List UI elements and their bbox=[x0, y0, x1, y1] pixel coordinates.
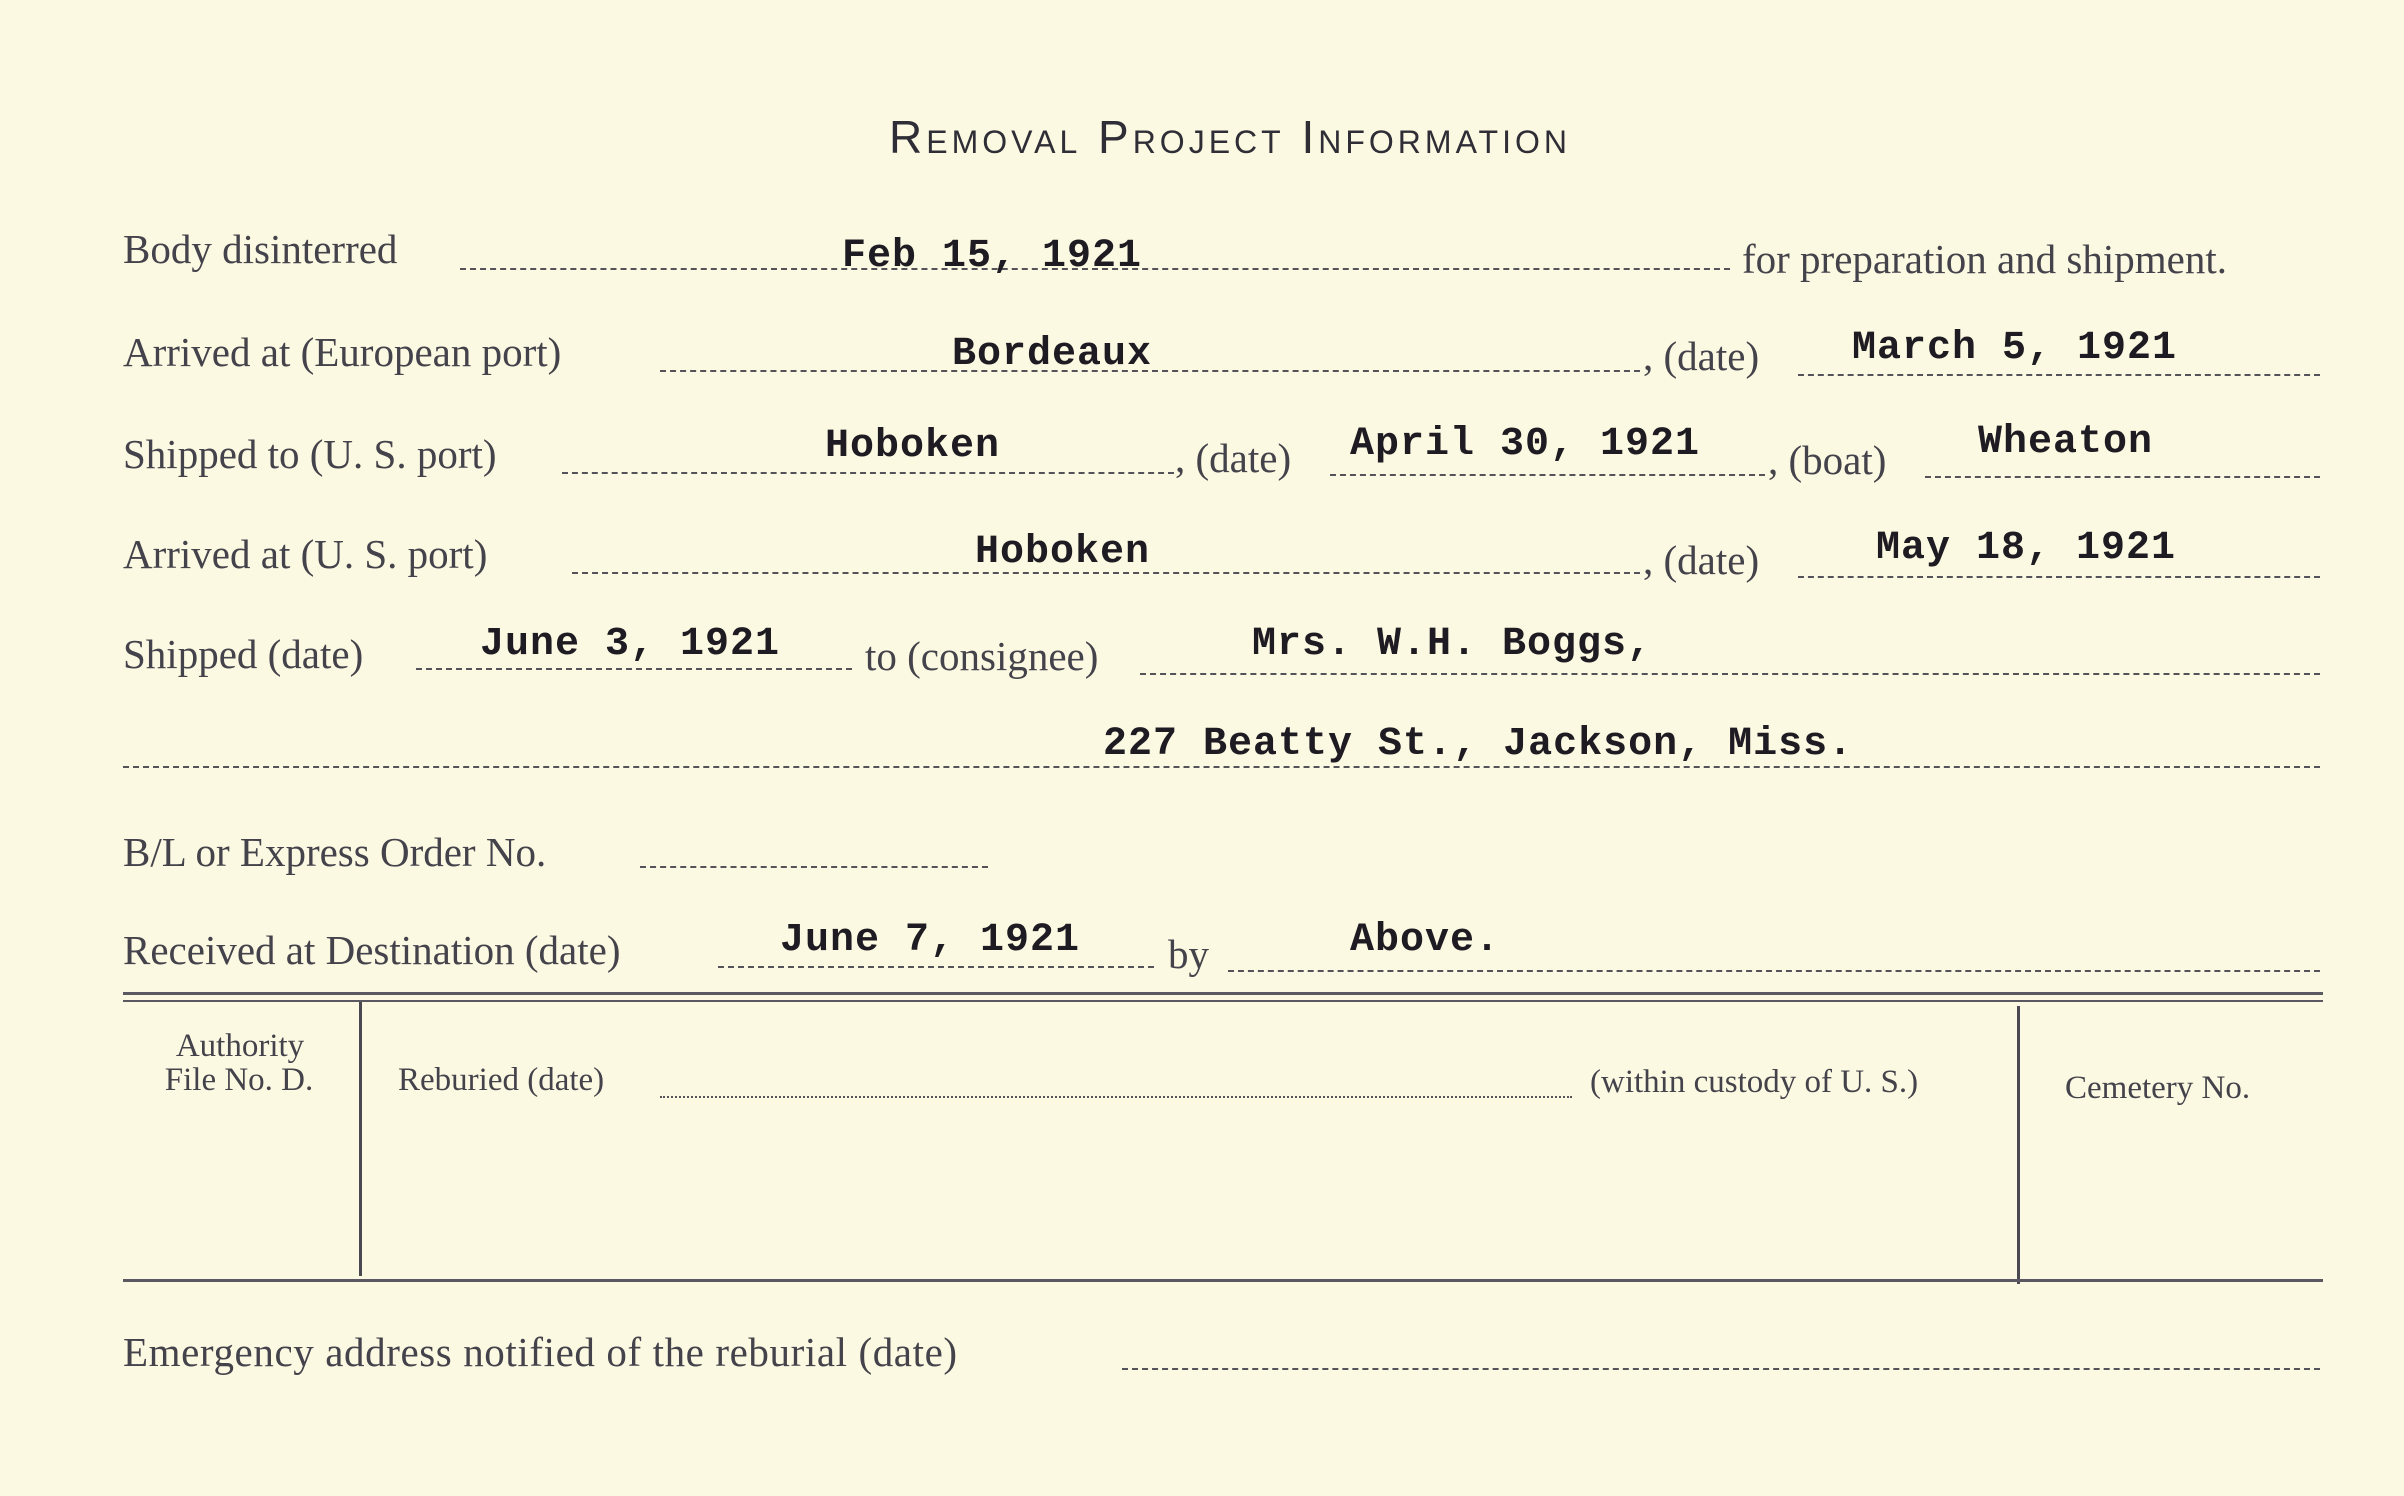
shipped-us-port-label: Shipped to (U. S. port) bbox=[123, 431, 497, 477]
shipped-us-port-line bbox=[562, 472, 1174, 474]
received-value: June 7, 1921 bbox=[780, 918, 1081, 963]
reburied-line bbox=[660, 1096, 1572, 1098]
arrived-us-value: Hoboken bbox=[975, 530, 1151, 575]
shipped-date-line bbox=[416, 668, 852, 670]
by-label: by bbox=[1168, 931, 1209, 977]
arrived-us-label: Arrived at (U. S. port) bbox=[123, 531, 488, 577]
arrived-european-label: Arrived at (European port) bbox=[123, 329, 562, 375]
arrived-european-date-label: , (date) bbox=[1643, 333, 1760, 379]
authority-label-2: File No. D. bbox=[164, 1062, 314, 1098]
by-value: Above. bbox=[1350, 918, 1501, 963]
arrived-european-date-value: March 5, 1921 bbox=[1852, 326, 2178, 371]
custody-label: (within custody of U. S.) bbox=[1590, 1064, 1919, 1100]
arrived-european-date-line bbox=[1798, 374, 2320, 376]
arrived-us-date-value: May 18, 1921 bbox=[1876, 526, 2177, 571]
form-title: Removal Project Information bbox=[889, 111, 1571, 163]
boat-label: , (boat) bbox=[1768, 437, 1887, 483]
shipped-date-value: June 3, 1921 bbox=[480, 622, 781, 667]
bl-label: B/L or Express Order No. bbox=[123, 829, 547, 875]
boat-value: Wheaton bbox=[1978, 420, 2154, 465]
authority-divider bbox=[359, 1002, 362, 1276]
section-rule-top-2 bbox=[123, 1000, 2323, 1002]
authority-label-1: Authority bbox=[175, 1028, 305, 1064]
consignee-label: to (consignee) bbox=[865, 633, 1099, 679]
bl-line bbox=[640, 866, 988, 868]
boat-line bbox=[1925, 476, 2320, 478]
by-line bbox=[1228, 970, 2320, 972]
arrived-european-value: Bordeaux bbox=[952, 332, 1153, 377]
consignee-address-value: 227 Beatty St., Jackson, Miss. bbox=[1103, 722, 1854, 767]
emergency-label: Emergency address notified of the reburial (date) bbox=[123, 1329, 958, 1375]
reburied-label: Reburied (date) bbox=[398, 1062, 605, 1098]
cemetery-label: Cemetery No. bbox=[2065, 1070, 2251, 1106]
arrived-us-date-label: , (date) bbox=[1643, 537, 1760, 583]
consignee-value: Mrs. W.H. Boggs, bbox=[1252, 622, 1653, 667]
shipped-us-date-value: April 30, 1921 bbox=[1350, 422, 1701, 467]
body-disinterred-suffix: for preparation and shipment. bbox=[1742, 236, 2228, 282]
shipped-us-date-line bbox=[1330, 474, 1765, 476]
cemetery-divider bbox=[2017, 1006, 2020, 1284]
body-disinterred-value: Feb 15, 1921 bbox=[842, 234, 1143, 279]
arrived-us-date-line bbox=[1798, 576, 2320, 578]
consignee-line bbox=[1140, 673, 2320, 675]
emergency-line bbox=[1122, 1368, 2320, 1370]
received-label: Received at Destination (date) bbox=[123, 927, 621, 973]
shipped-us-port-value: Hoboken bbox=[825, 424, 1001, 469]
section-rule-bottom bbox=[123, 1279, 2323, 1282]
body-disinterred-label: Body disinterred bbox=[123, 226, 398, 272]
shipped-date-label: Shipped (date) bbox=[123, 631, 364, 677]
received-line bbox=[718, 966, 1154, 968]
shipped-us-date-label: , (date) bbox=[1175, 435, 1292, 481]
section-rule-top bbox=[123, 992, 2323, 995]
